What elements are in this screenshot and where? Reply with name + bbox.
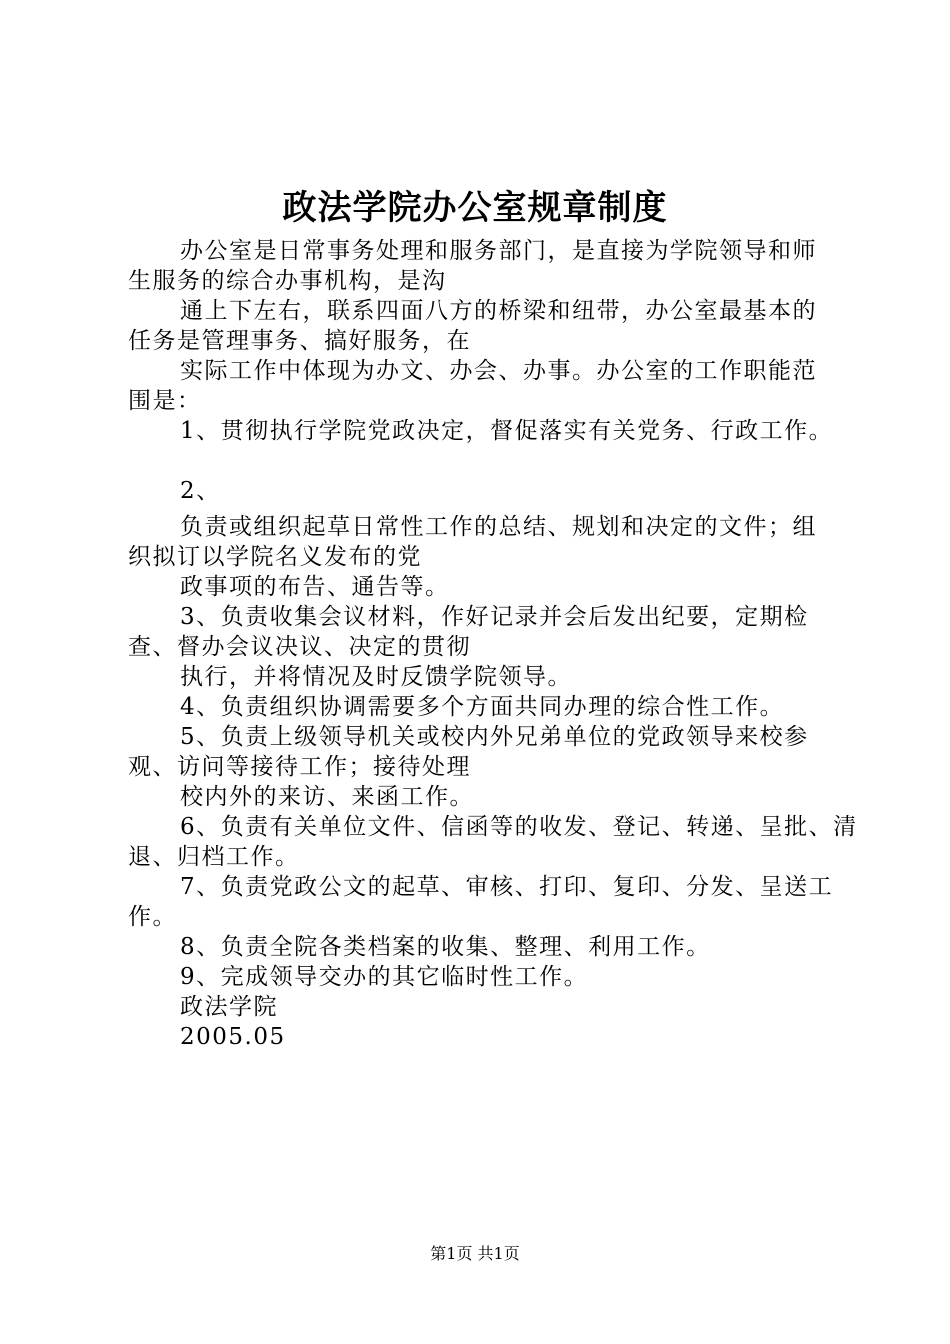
- paragraph-intro-3: 实际工作中体现为办文、办会、办事。办公室的工作职能范围是：: [128, 358, 817, 414]
- paragraph-item-7: 7、负责党政公文的起草、审核、打印、复印、分发、呈送工作。: [128, 874, 834, 930]
- paragraph-item-6: 6、负责有关单位文件、信函等的收发、登记、转递、呈批、清退、归档工作。: [128, 814, 858, 870]
- signature-date: 2005.05: [180, 1024, 286, 1050]
- blank-line: [128, 446, 840, 476]
- paragraph-item-2-cont: 政事项的布告、通告等。: [180, 574, 450, 600]
- paragraph-item-9: 9、完成领导交办的其它临时性工作。: [180, 964, 589, 990]
- paragraph-item-2-text: 负责或组织起草日常性工作的总结、规划和决定的文件；组织拟订以学院名义发布的党: [128, 514, 817, 570]
- paragraph-item-5-cont: 校内外的来访、来函工作。: [180, 784, 474, 810]
- document-title: 政法学院办公室规章制度: [282, 188, 668, 228]
- paragraph-item-8: 8、负责全院各类档案的收集、整理、利用工作。: [180, 934, 711, 960]
- paragraph-item-3-cont: 执行，并将情况及时反馈学院领导。: [180, 664, 572, 690]
- paragraph-item-4: 4、负责组织协调需要多个方面共同办理的综合性工作。: [180, 694, 785, 720]
- page-footer: 第1页 共1页: [430, 1244, 520, 1263]
- paragraph-item-5: 5、负责上级领导机关或校内外兄弟单位的党政领导来校参观、访问等接待工作；接待处理: [128, 724, 809, 780]
- paragraph-item-1: 1、贯彻执行学院党政决定，督促落实有关党务、行政工作。: [180, 418, 834, 444]
- paragraph-intro-2: 通上下左右，联系四面八方的桥梁和纽带，办公室最基本的任务是管理事务、搞好服务，在: [128, 298, 817, 354]
- paragraph-item-2-number: 2、: [180, 478, 221, 504]
- document-body: [128, 236, 858, 1052]
- paragraph-item-3: 3、负责收集会议材料，作好记录并会后发出纪要，定期检查、督办会议决议、决定的贯彻: [128, 604, 809, 660]
- paragraph-intro-1: 办公室是日常事务处理和服务部门，是直接为学院领导和师生服务的综合办事机构，是沟: [128, 238, 817, 294]
- signature-org: 政法学院: [180, 994, 278, 1020]
